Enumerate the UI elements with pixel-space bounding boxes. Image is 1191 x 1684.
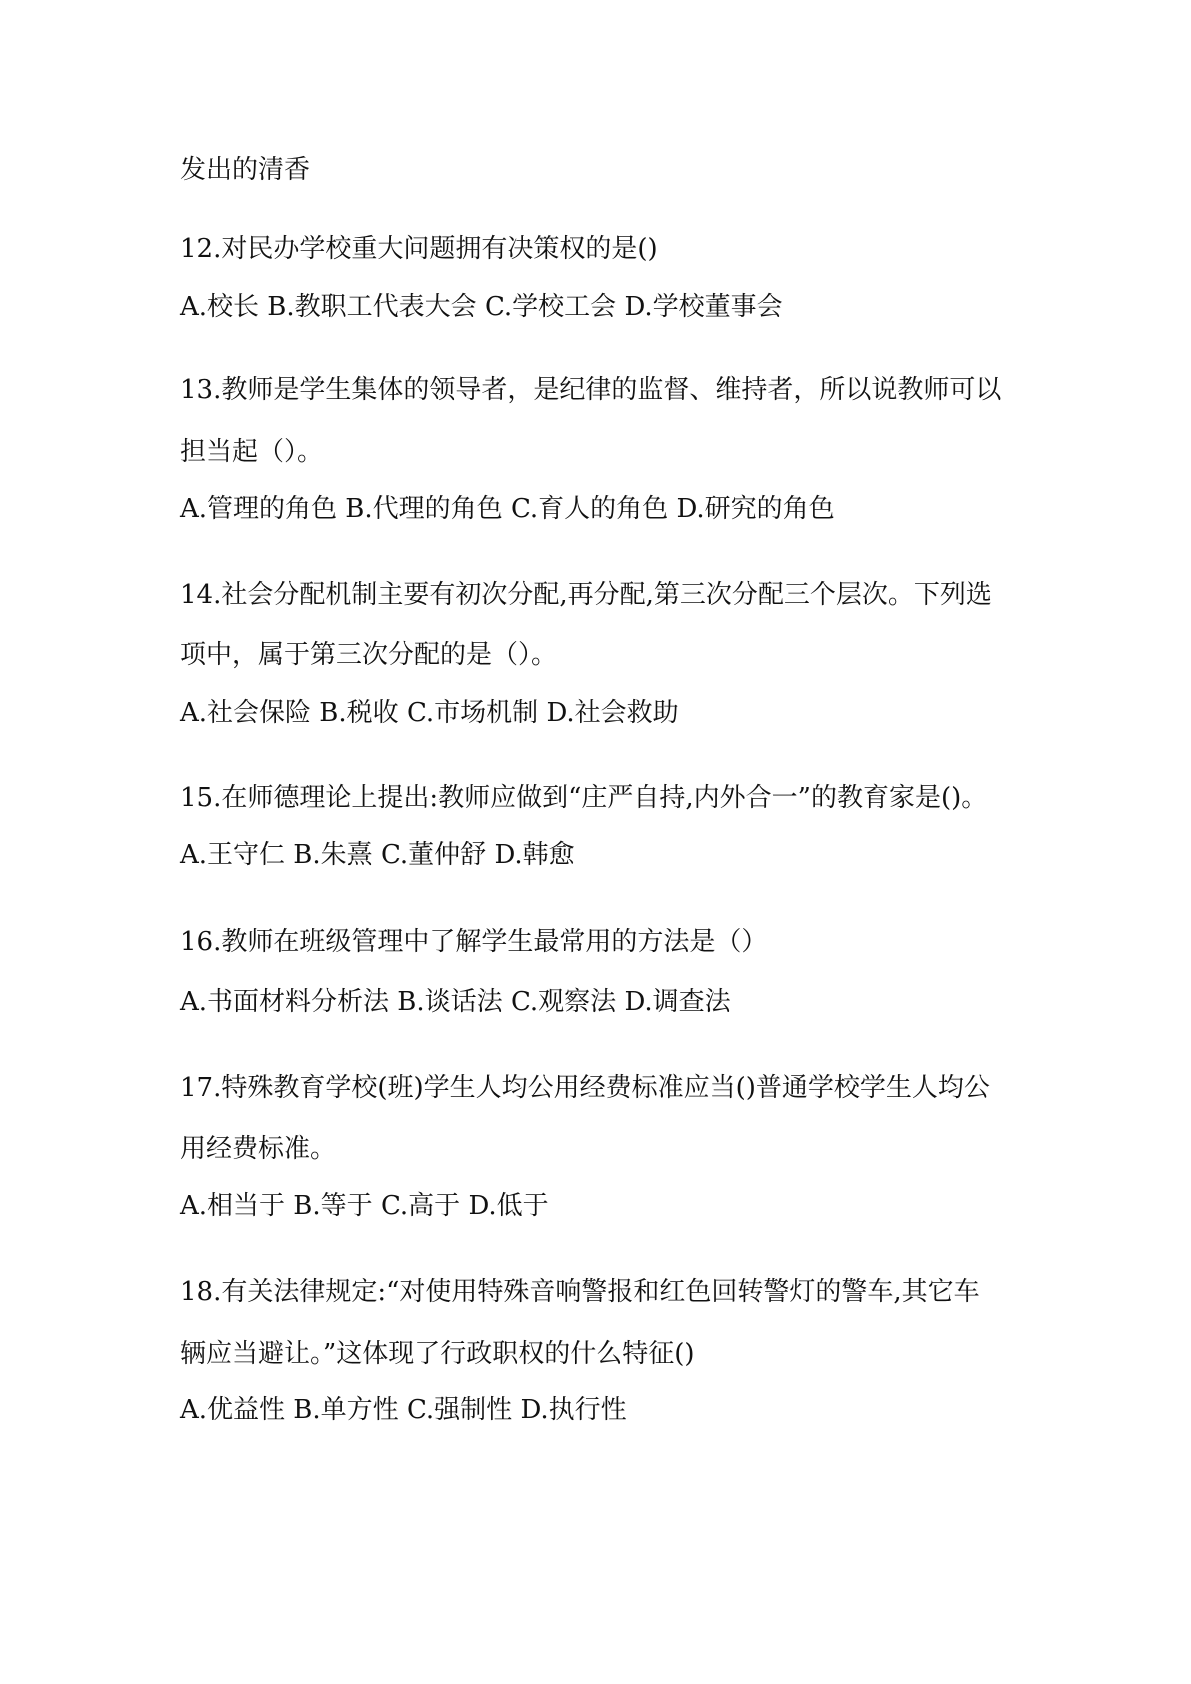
text-line-continuation: 发出的清香: [180, 155, 311, 185]
options-15: A.王守仁 B.朱熹 C.董仲舒 D.韩愈: [180, 840, 575, 870]
options-16: A.书面材料分析法 B.谈话法 C.观察法 D.调查法: [180, 987, 731, 1017]
question-16: 16.教师在班级管理中了解学生最常用的方法是（）: [180, 927, 768, 957]
options-14: A.社会保险 B.税收 C.市场机制 D.社会救助: [180, 698, 679, 728]
question-14-line-1: 14.社会分配机制主要有初次分配,再分配,第三次分配三个层次。下列选: [180, 580, 992, 610]
question-14-line-2: 项中，属于第三次分配的是（）。: [180, 640, 558, 670]
options-17: A.相当于 B.等于 C.高于 D.低于: [180, 1191, 549, 1221]
options-18: A.优益性 B.单方性 C.强制性 D.执行性: [180, 1395, 627, 1425]
options-12: A.校长 B.教职工代表大会 C.学校工会 D.学校董事会: [180, 292, 783, 322]
question-18-line-2: 辆应当避让。”这体现了行政职权的什么特征(): [180, 1339, 695, 1369]
options-13: A.管理的角色 B.代理的角色 C.育人的角色 D.研究的角色: [180, 494, 835, 524]
question-17-line-2: 用经费标准。: [180, 1134, 337, 1164]
question-18-line-1: 18.有关法律规定:“对使用特殊音响警报和红色回转警灯的警车,其它车: [180, 1277, 980, 1307]
question-13-line-1: 13.教师是学生集体的领导者，是纪律的监督、维持者，所以说教师可以: [180, 375, 1002, 405]
question-15: 15.在师德理论上提出:教师应做到“庄严自持,内外合一”的教育家是()。: [180, 783, 988, 813]
question-12: 12.对民办学校重大问题拥有决策权的是(): [180, 234, 658, 264]
question-17-line-1: 17.特殊教育学校(班)学生人均公用经费标准应当()普通学校学生人均公: [180, 1073, 990, 1103]
question-13-line-2: 担当起（）。: [180, 437, 324, 467]
